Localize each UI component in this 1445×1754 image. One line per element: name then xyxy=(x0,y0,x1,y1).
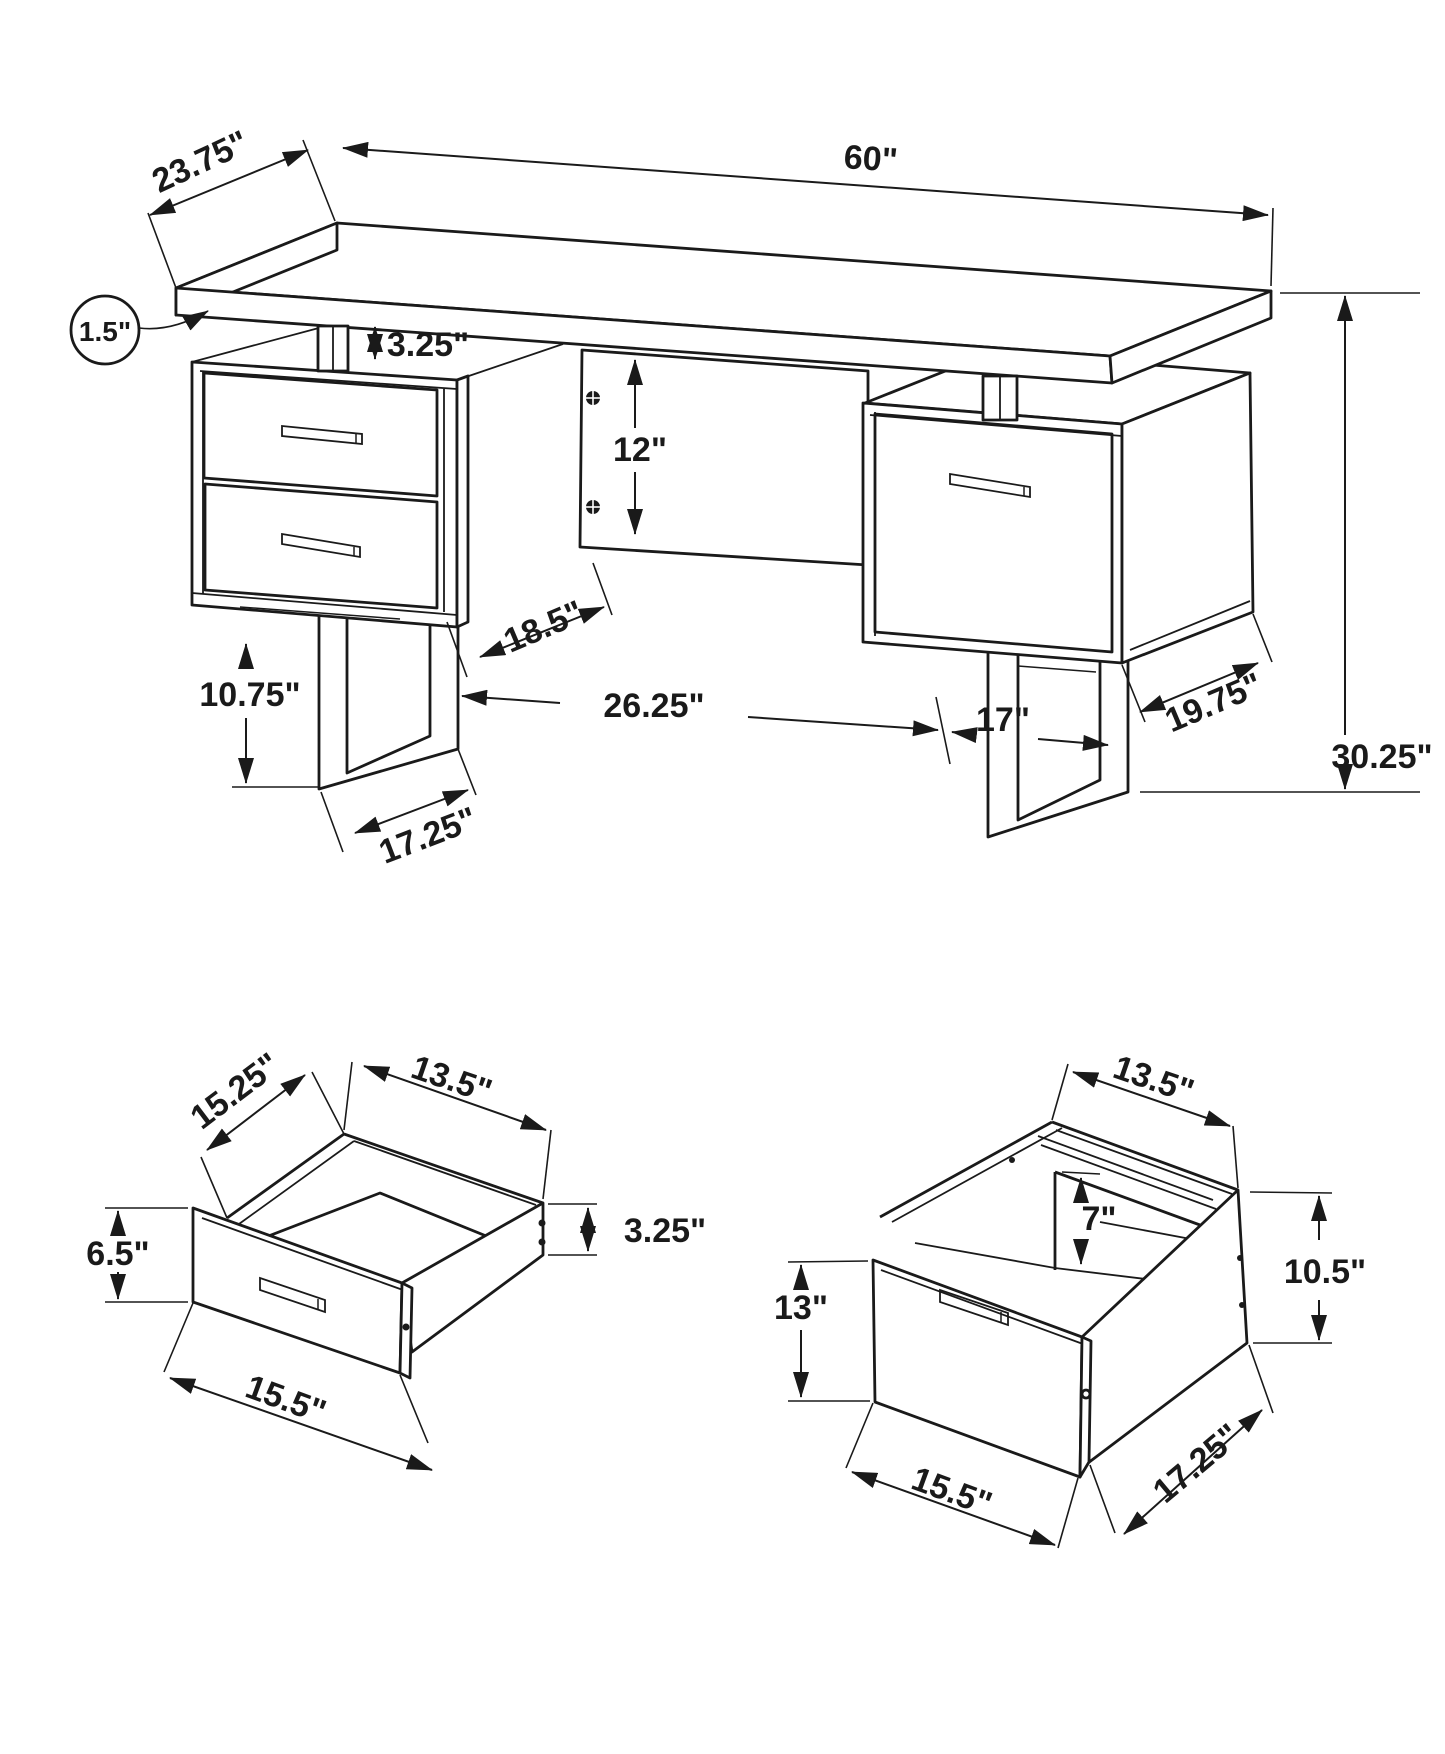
box-front-height-label: 6.5" xyxy=(86,1235,150,1273)
dim-knee-space xyxy=(462,687,950,764)
knee-space-label: 26.25" xyxy=(603,687,705,725)
dim-file-width xyxy=(1052,1048,1238,1188)
dim-gap xyxy=(375,326,469,364)
right-pedestal-depth-label: 19.75" xyxy=(1159,665,1268,741)
desk-view xyxy=(71,123,1433,871)
right-pedestal xyxy=(863,352,1253,672)
dim-box-width xyxy=(344,1048,551,1199)
support-post xyxy=(983,376,1017,420)
file-front-width-label: 15.5" xyxy=(906,1459,997,1524)
file-rail-height-label: 7" xyxy=(1081,1200,1117,1238)
support-post xyxy=(318,326,348,371)
screw-icon xyxy=(586,500,600,514)
left-pedestal xyxy=(192,325,563,627)
dim-box-front-height xyxy=(86,1208,188,1302)
desk-height-label: 30.25" xyxy=(1331,738,1433,776)
desk-thickness-label: 1.5" xyxy=(78,316,132,347)
dim-file-side-height xyxy=(1250,1192,1366,1343)
box-depth-label: 15.25" xyxy=(183,1045,288,1137)
file-drawer-front-panel xyxy=(873,1260,1091,1477)
dim-box-height xyxy=(548,1204,706,1255)
leg-clearance-label: 10.75" xyxy=(199,676,301,714)
desk-depth-label: 23.75" xyxy=(146,123,255,201)
dim-drawer-front xyxy=(952,701,1108,745)
screw-icon xyxy=(586,391,600,405)
panel-height-label: 12" xyxy=(613,431,667,469)
box-width-label: 13.5" xyxy=(406,1048,497,1111)
pedestal-depth-label: 18.5" xyxy=(498,593,590,661)
box-front-width-label: 15.5" xyxy=(240,1367,331,1432)
file-side-height-label: 10.5" xyxy=(1283,1253,1367,1291)
desk-width-label: 60" xyxy=(842,138,900,180)
dim-pedestal-depth xyxy=(447,563,612,677)
file-depth-label: 17.25" xyxy=(1145,1416,1248,1511)
box-height-label: 3.25" xyxy=(623,1212,707,1250)
box-drawer-view xyxy=(86,1046,706,1470)
dim-file-front-height xyxy=(774,1261,870,1401)
file-drawer-view xyxy=(774,1048,1366,1548)
leg-runner-label: 17.25" xyxy=(374,799,483,872)
file-width-label: 13.5" xyxy=(1108,1048,1199,1111)
dim-leg-clearance xyxy=(199,644,319,787)
file-front-height-label: 13" xyxy=(774,1289,828,1327)
desk-gap-label: 3.25" xyxy=(386,326,470,364)
drawer-front-label: 17" xyxy=(976,701,1030,739)
